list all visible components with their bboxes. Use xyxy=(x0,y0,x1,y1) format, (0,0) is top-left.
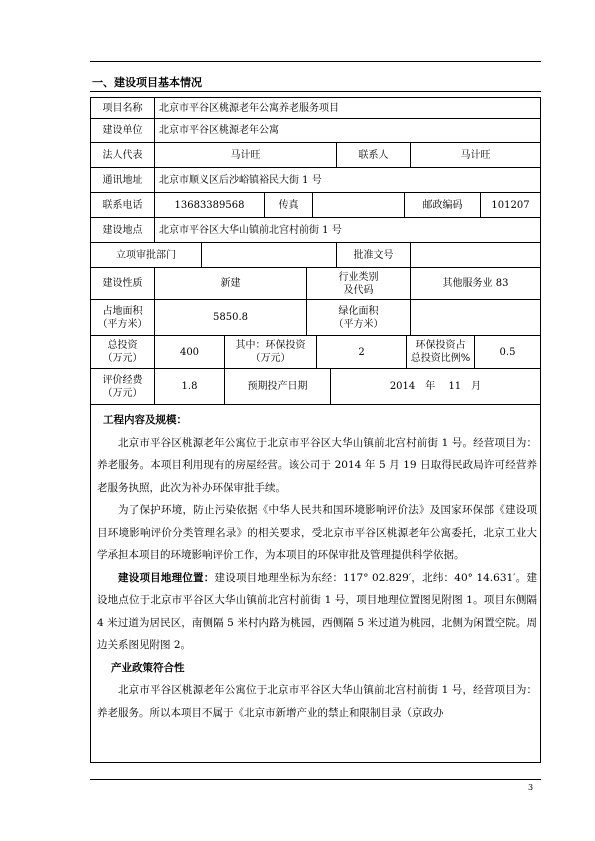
heading-location: 建设项目地理位置： xyxy=(118,571,215,584)
env-invest-value: 2 xyxy=(317,336,407,369)
unit-value: 北京市平谷区桃源老年公寓 xyxy=(155,119,540,143)
fax-label: 传真 xyxy=(265,193,313,218)
heading-policy: 产业政策符合性 xyxy=(111,661,185,674)
paragraph-purpose: 为了保护环境，防止污染依据《中华人民共和国环境影响评价法》及国家环保部《建设项目环境影响评价分类管理名录》的相关要求，受北京市平谷区桃源老年公寓委托，北京工业大学承担本项目的环境影响评价工作，为本项目的环保审批及管理提供科学依据。 xyxy=(97,504,537,561)
paragraph-scope: 北京市平谷区桃源老年公寓位于北京市平谷区大华山镇前北宫村前街 1 号。经营项目为：养老服务。本项目利用现有的房屋经营。该公司于 2014 年 5 月 19 日取得民政局许可经营养老服务执照，此次为补办环保审批手续。 xyxy=(97,436,537,494)
address-value: 北京市顺义区后沙峪镇裕民大街 1 号 xyxy=(155,168,540,193)
phone-value: 13683389568 xyxy=(155,193,265,218)
green-label: 绿化面积 （平方米） xyxy=(307,300,411,336)
contact-label: 联系人 xyxy=(337,143,411,168)
section-title: 一、建设项目基本情况 xyxy=(92,76,202,89)
site-label: 建设地点 xyxy=(91,218,155,243)
legal-label: 法人代表 xyxy=(91,143,155,168)
approval-dept-label: 立项审批部门 xyxy=(91,243,202,268)
nature-value: 新建 xyxy=(155,268,307,300)
approval-no-label: 批准文号 xyxy=(337,243,411,268)
heading-scope: 工程内容及规模： xyxy=(103,414,187,426)
project-description xyxy=(97,409,537,724)
header-rule xyxy=(90,61,541,62)
page-number: 3 xyxy=(528,783,534,792)
address-label: 通讯地址 xyxy=(91,168,155,193)
nature-label: 建设性质 xyxy=(91,268,155,300)
env-invest-label: 其中：环保投资 （万元） xyxy=(225,336,317,369)
site-value: 北京市平谷区大华山镇前北宫村前街 1 号 xyxy=(155,218,540,243)
paragraph-location xyxy=(97,567,537,657)
footer-rule xyxy=(90,779,541,780)
eval-fee-label: 评价经费 （万元） xyxy=(91,369,155,405)
env-ratio-label: 环保投资占 总投资比例% xyxy=(407,336,475,369)
location-text: 建设项目地理坐标为东经：117° 02.829′，北纬：40° 14.631′。建设地点位于北京市平谷区大华山镇前北宫村前街 1 号，项目地理位置图见附图 1。项目东侧隔 4 米过道为居民区，南侧隔 5 米村内路为桃园，西侧隔 5 米过道为桃园，北侧为闲置空院。周边关系图见附图 2。 xyxy=(97,571,538,651)
project-name-value: 北京市平谷区桃源老年公寓养老服务项目 xyxy=(155,98,540,119)
approval-dept-value xyxy=(202,243,337,268)
project-info-form xyxy=(90,97,541,763)
date-label: 预期投产日期 xyxy=(225,369,331,405)
phone-label: 联系电话 xyxy=(91,193,155,218)
unit-label: 建设单位 xyxy=(91,119,155,143)
industry-label: 行业类别 及代码 xyxy=(307,268,411,300)
contact-value: 马计旺 xyxy=(411,143,540,168)
industry-value: 其他服务业 83 xyxy=(411,268,540,300)
postcode-label: 邮政编码 xyxy=(405,193,481,218)
green-value xyxy=(411,300,540,336)
date-value: 2014 年 11 月 xyxy=(331,369,540,405)
area-value: 5850.8 xyxy=(155,300,307,336)
eval-fee-value: 1.8 xyxy=(155,369,225,405)
section-rule xyxy=(90,91,541,92)
approval-no-value xyxy=(411,243,540,268)
env-ratio-value: 0.5 xyxy=(475,336,540,369)
invest-value: 400 xyxy=(155,336,225,369)
area-label: 占地面积 （平方米） xyxy=(91,300,155,336)
fax-value xyxy=(313,193,405,218)
paragraph-policy: 北京市平谷区桃源老年公寓位于北京市平谷区大华山镇前北宫村前街 1 号，经营项目为：养老服务。所以本项目不属于《北京市新增产业的禁止和限制目录（京政办 xyxy=(97,684,537,719)
legal-value: 马计旺 xyxy=(155,143,337,168)
invest-label: 总投资 （万元） xyxy=(91,336,155,369)
project-name-label: 项目名称 xyxy=(91,98,155,119)
postcode-value: 101207 xyxy=(481,193,540,218)
